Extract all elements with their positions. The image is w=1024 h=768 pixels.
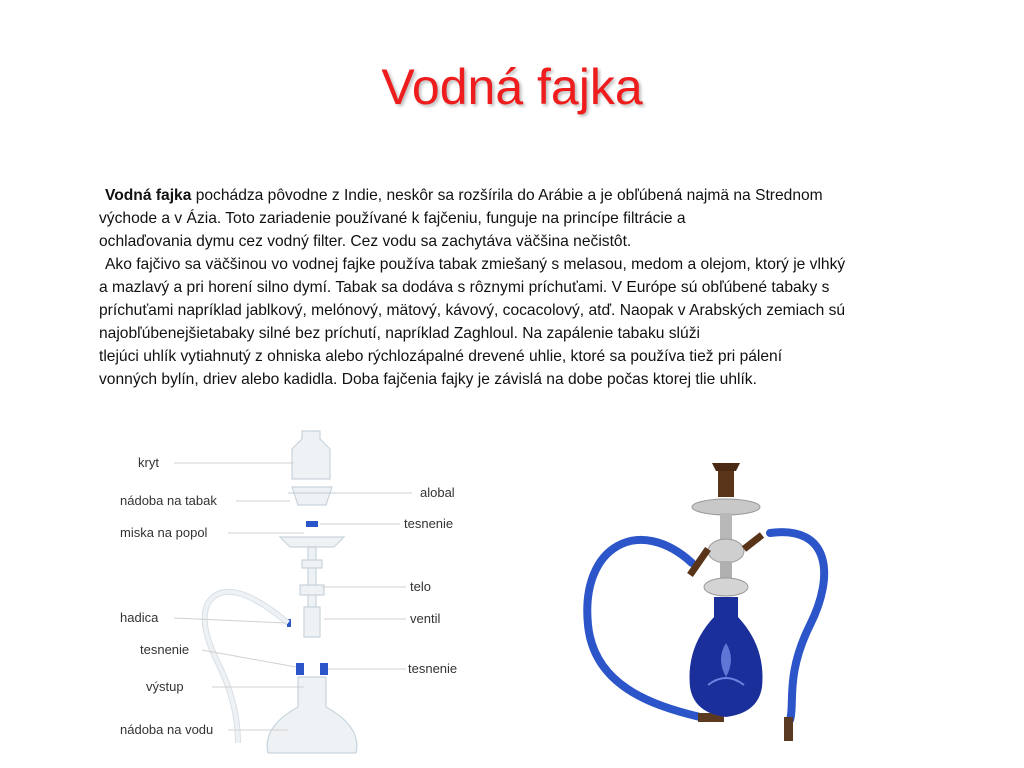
paragraph-1-line-3: ochlaďovania dymu cez vodný filter. Cez vodu sa zachytáva väčšina nečistôt. bbox=[99, 233, 632, 250]
paragraph-2-line-1 bbox=[99, 253, 969, 276]
paragraph-1-bold: Vodná fajka bbox=[105, 187, 192, 204]
label-alobal: alobal bbox=[420, 485, 455, 500]
hookah-diagram bbox=[112, 425, 492, 768]
label-tesnenie-right-2: tesnenie bbox=[408, 661, 458, 676]
paragraph-2-line-2: a mazlavý a pri horení silno dymí. Tabak sa dodáva s rôznymi príchuťami. V Európe sú obľúbené tabaky s bbox=[99, 279, 830, 296]
label-nadoba-na-vodu: nádoba na vodu bbox=[120, 722, 214, 737]
label-vystup: výstup bbox=[146, 679, 184, 694]
label-telo: telo bbox=[410, 579, 431, 594]
paragraph-2 bbox=[99, 253, 969, 391]
paragraph-2-text-1: Ako fajčivo sa väčšinou vo vodnej fajke používa tabak zmiešaný s melasou, medom a olejom, ktorý je vlhký bbox=[105, 256, 846, 273]
label-ventil: ventil bbox=[410, 611, 441, 626]
paragraph-2-line-3: príchuťami napríklad jablkový, melónový, mätový, kávový, cocacolový, atď. Naopak v Arabských zemiach sú bbox=[99, 302, 846, 319]
label-hadica: hadica bbox=[120, 610, 159, 625]
paragraph-1 bbox=[99, 184, 969, 253]
label-tesnenie-right-1: tesnenie bbox=[404, 516, 454, 531]
label-miska-na-popol: miska na popol bbox=[120, 525, 208, 540]
paragraph-1-line-2: východe a v Ázia. Toto zariadenie používané k fajčeniu, funguje na princípe filtrácie a bbox=[99, 210, 686, 227]
label-tesnenie-left: tesnenie bbox=[140, 642, 190, 657]
slide-body bbox=[99, 184, 969, 391]
hookah-photo bbox=[580, 455, 840, 755]
label-kryt: kryt bbox=[138, 455, 159, 470]
paragraph-2-line-6: vonných bylín, driev alebo kadidla. Doba fajčenia fajky je závislá na dobe počas ktorej tlie uhlík. bbox=[99, 371, 757, 388]
paragraph-1-line-1 bbox=[99, 184, 969, 207]
paragraph-2-line-4: najobľúbenejšietabaky silné bez príchutí, napríklad Zaghloul. Na zapálenie tabaku slúži bbox=[99, 325, 700, 342]
slide-title: Vodná fajka bbox=[381, 59, 643, 115]
paragraph-2-line-5: tlejúci uhlík vytiahnutý z ohniska alebo rýchlozápalné drevené uhlie, ktoré sa používa tiež pri pálení bbox=[99, 348, 783, 365]
label-nadoba-na-tabak: nádoba na tabak bbox=[120, 493, 217, 508]
paragraph-1-text-1: pochádza pôvodne z Indie, neskôr sa rozšírila do Arábie a je obľúbená najmä na Strednom bbox=[191, 187, 823, 204]
